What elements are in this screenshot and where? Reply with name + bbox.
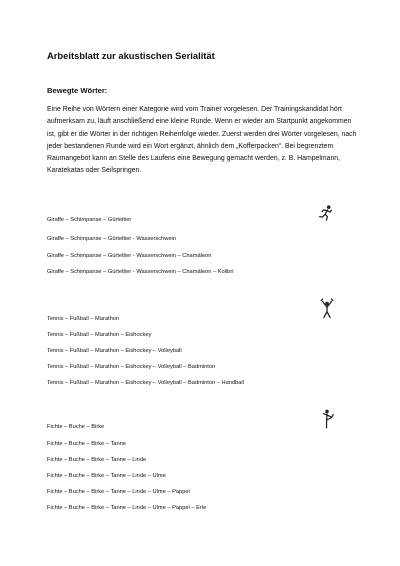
list-item: Fichte – Buche – Birke – Tanne – Linde – Ulme – Pappel – Erle bbox=[47, 505, 207, 511]
jumping-jack-icon bbox=[318, 298, 336, 320]
list-item: Tennis – Fußball – Marathon – Eishockey – Volleyball – Badminton – Handball bbox=[47, 380, 244, 386]
list-item: Tennis – Fußball – Marathon – Eishockey bbox=[47, 332, 152, 338]
intro-paragraph: Eine Reihe von Wörtern einer Kategorie wird vom Trainer vorgelesen. Der Trainingskandidat hört aufmerksam zu, läuft anschließend eine kleine Runde. Wenn er wieder am Startpunkt angekommen ist, gibt er die Wörter in der richtigen Reihenfolge wieder. Zuerst werden drei Wörter vorgelesen, nach jeder bestandenen Runde wird ein Wort ergänzt, ähnlich dem „Kofferpacken“. Bei begrenztem Raumangebot kann an Stelle des Laufens eine Bewegung gemacht werden, z. B. Hampelmann, Karatekatas oder Seilspringen. bbox=[47, 106, 357, 175]
list-item: Giraffe – Schimpanse – Gürteltier - Wasserschwein – Chamäleon – Kolibri bbox=[47, 269, 234, 275]
list-item: Giraffe – Schimpanse – Gürteltier - Wasserschwein bbox=[47, 236, 176, 242]
list-item: Fichte – Buche – Birke – Tanne – Linde – Ulme – Pappel bbox=[47, 489, 190, 495]
list-item: Tennis – Fußball – Marathon bbox=[47, 316, 120, 322]
list-item: Tennis – Fußball – Marathon – Eishockey – Volleyball bbox=[47, 348, 182, 354]
list-item: Fichte – Buche – Birke bbox=[47, 424, 105, 430]
karate-kick-icon bbox=[319, 408, 335, 430]
list-item: Giraffe – Schimpanse – Gürteltier bbox=[47, 217, 132, 223]
list-item: Tennis – Fußball – Marathon – Eishockey – Volleyball – Badminton bbox=[47, 364, 216, 370]
page-title: Arbeitsblatt zur akustischen Serialität bbox=[47, 50, 215, 61]
list-item: Giraffe – Schimpanse – Gürteltier - Wasserschwein – Chamäleon bbox=[47, 253, 212, 259]
intro-text bbox=[47, 104, 362, 178]
running-person-icon bbox=[317, 204, 335, 222]
list-item: Fichte – Buche – Birke – Tanne bbox=[47, 441, 126, 447]
section-heading: Bewegte Wörter: bbox=[47, 86, 108, 95]
list-item: Fichte – Buche – Birke – Tanne – Linde – Ulme bbox=[47, 473, 166, 479]
list-item: Fichte – Buche – Birke – Tanne – Linde bbox=[47, 457, 147, 463]
